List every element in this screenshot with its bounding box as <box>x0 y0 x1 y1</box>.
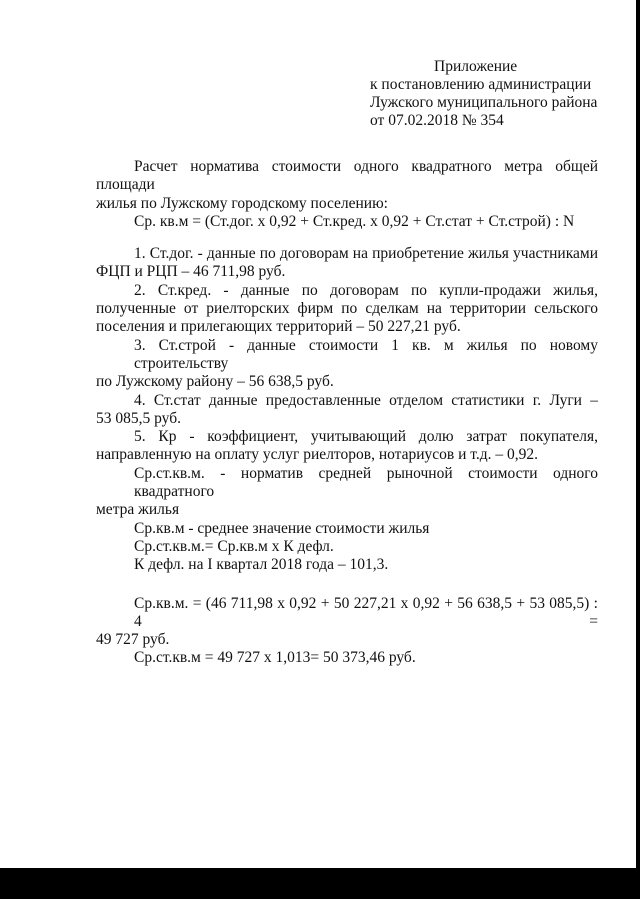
item-2 <box>96 282 598 337</box>
intro <box>96 158 598 231</box>
item-3-line-1: 3. Ст.строй - данные стоимости 1 кв. м жилья по новому строительству <box>134 336 598 372</box>
item-2-line-3: поселения и прилегающих территорий – 50 227,21 руб. <box>96 318 461 336</box>
item-5-line-1: 5. Кр - коэффициент, учитывающий долю затрат покупателя, <box>134 428 598 446</box>
calc-2: Ср.ст.кв.м = 49 727 х 1,013= 50 373,46 руб. <box>134 649 416 667</box>
intro-line-1: Расчет норматива стоимости одного квадратного метра общей площади <box>96 158 598 194</box>
calc-1-line-2: 49 727 руб. <box>96 631 170 649</box>
item-1-line-2: ФЦП и РЦП – 46 711,98 руб. <box>96 263 286 281</box>
calculation <box>96 595 598 668</box>
item-3-line-2: по Лужскому району – 56 638,5 руб. <box>96 373 334 391</box>
item-5-line-2: направленную на оплату услуг риелторов, нотариусов и т.д. – 0,92. <box>96 446 539 464</box>
item-4-line-1: 4. Ст.стат данные предоставленные отделом статистики г. Луги – <box>134 391 598 409</box>
def-4: К дефл. на I квартал 2018 года – 101,3. <box>134 556 389 574</box>
document-body <box>96 158 598 668</box>
item-1 <box>96 245 598 282</box>
appendix-line-2: Лужского муниципального района <box>370 94 598 111</box>
scan-border-bottom <box>0 868 640 899</box>
scan-border-right <box>636 0 640 899</box>
def-1-line-2: метра жилья <box>96 501 180 519</box>
item-1-line-1: 1. Ст.дог. - данные по договорам на приобретение жилья участниками <box>134 245 598 263</box>
item-2-line-1: 2. Ст.кред. - данные по договорам по купли-продажи жилья, <box>134 281 598 299</box>
def-2: Ср.кв.м - среднее значение стоимости жилья <box>134 519 430 537</box>
calc-1-line-1: Ср.кв.м. = (46 711,98 х 0,92 + 50 227,21 х 0,92 + 56 638,5 + 53 085,5) : 4 = <box>134 594 598 630</box>
intro-line-2: жилья по Лужскому городскому поселению: <box>96 194 388 212</box>
item-3 <box>96 337 598 392</box>
appendix-header <box>370 58 597 130</box>
appendix-line-3: от 07.02.2018 № 354 <box>370 112 504 129</box>
formula-main: Ср. кв.м = (Ст.дог. х 0,92 + Ст.кред. х 0,92 + Ст.стат + Ст.строй) : N <box>134 212 575 230</box>
def-3: Ср.ст.кв.м.= Ср.кв.м х К дефл. <box>134 537 334 555</box>
definitions <box>96 465 598 575</box>
appendix-line-1: к постановлению администрации <box>370 76 592 93</box>
item-2-line-2: полученные от риелторских фирм по сделкам на территории сельского <box>96 300 598 318</box>
appendix-title: Приложение <box>434 58 518 75</box>
item-4-line-2: 53 085,5 руб. <box>96 409 181 427</box>
item-5 <box>96 428 598 465</box>
def-1-line-1: Ср.ст.кв.м. - норматив средней рыночной стоимости одного квадратного <box>134 464 598 501</box>
item-4 <box>96 392 598 429</box>
